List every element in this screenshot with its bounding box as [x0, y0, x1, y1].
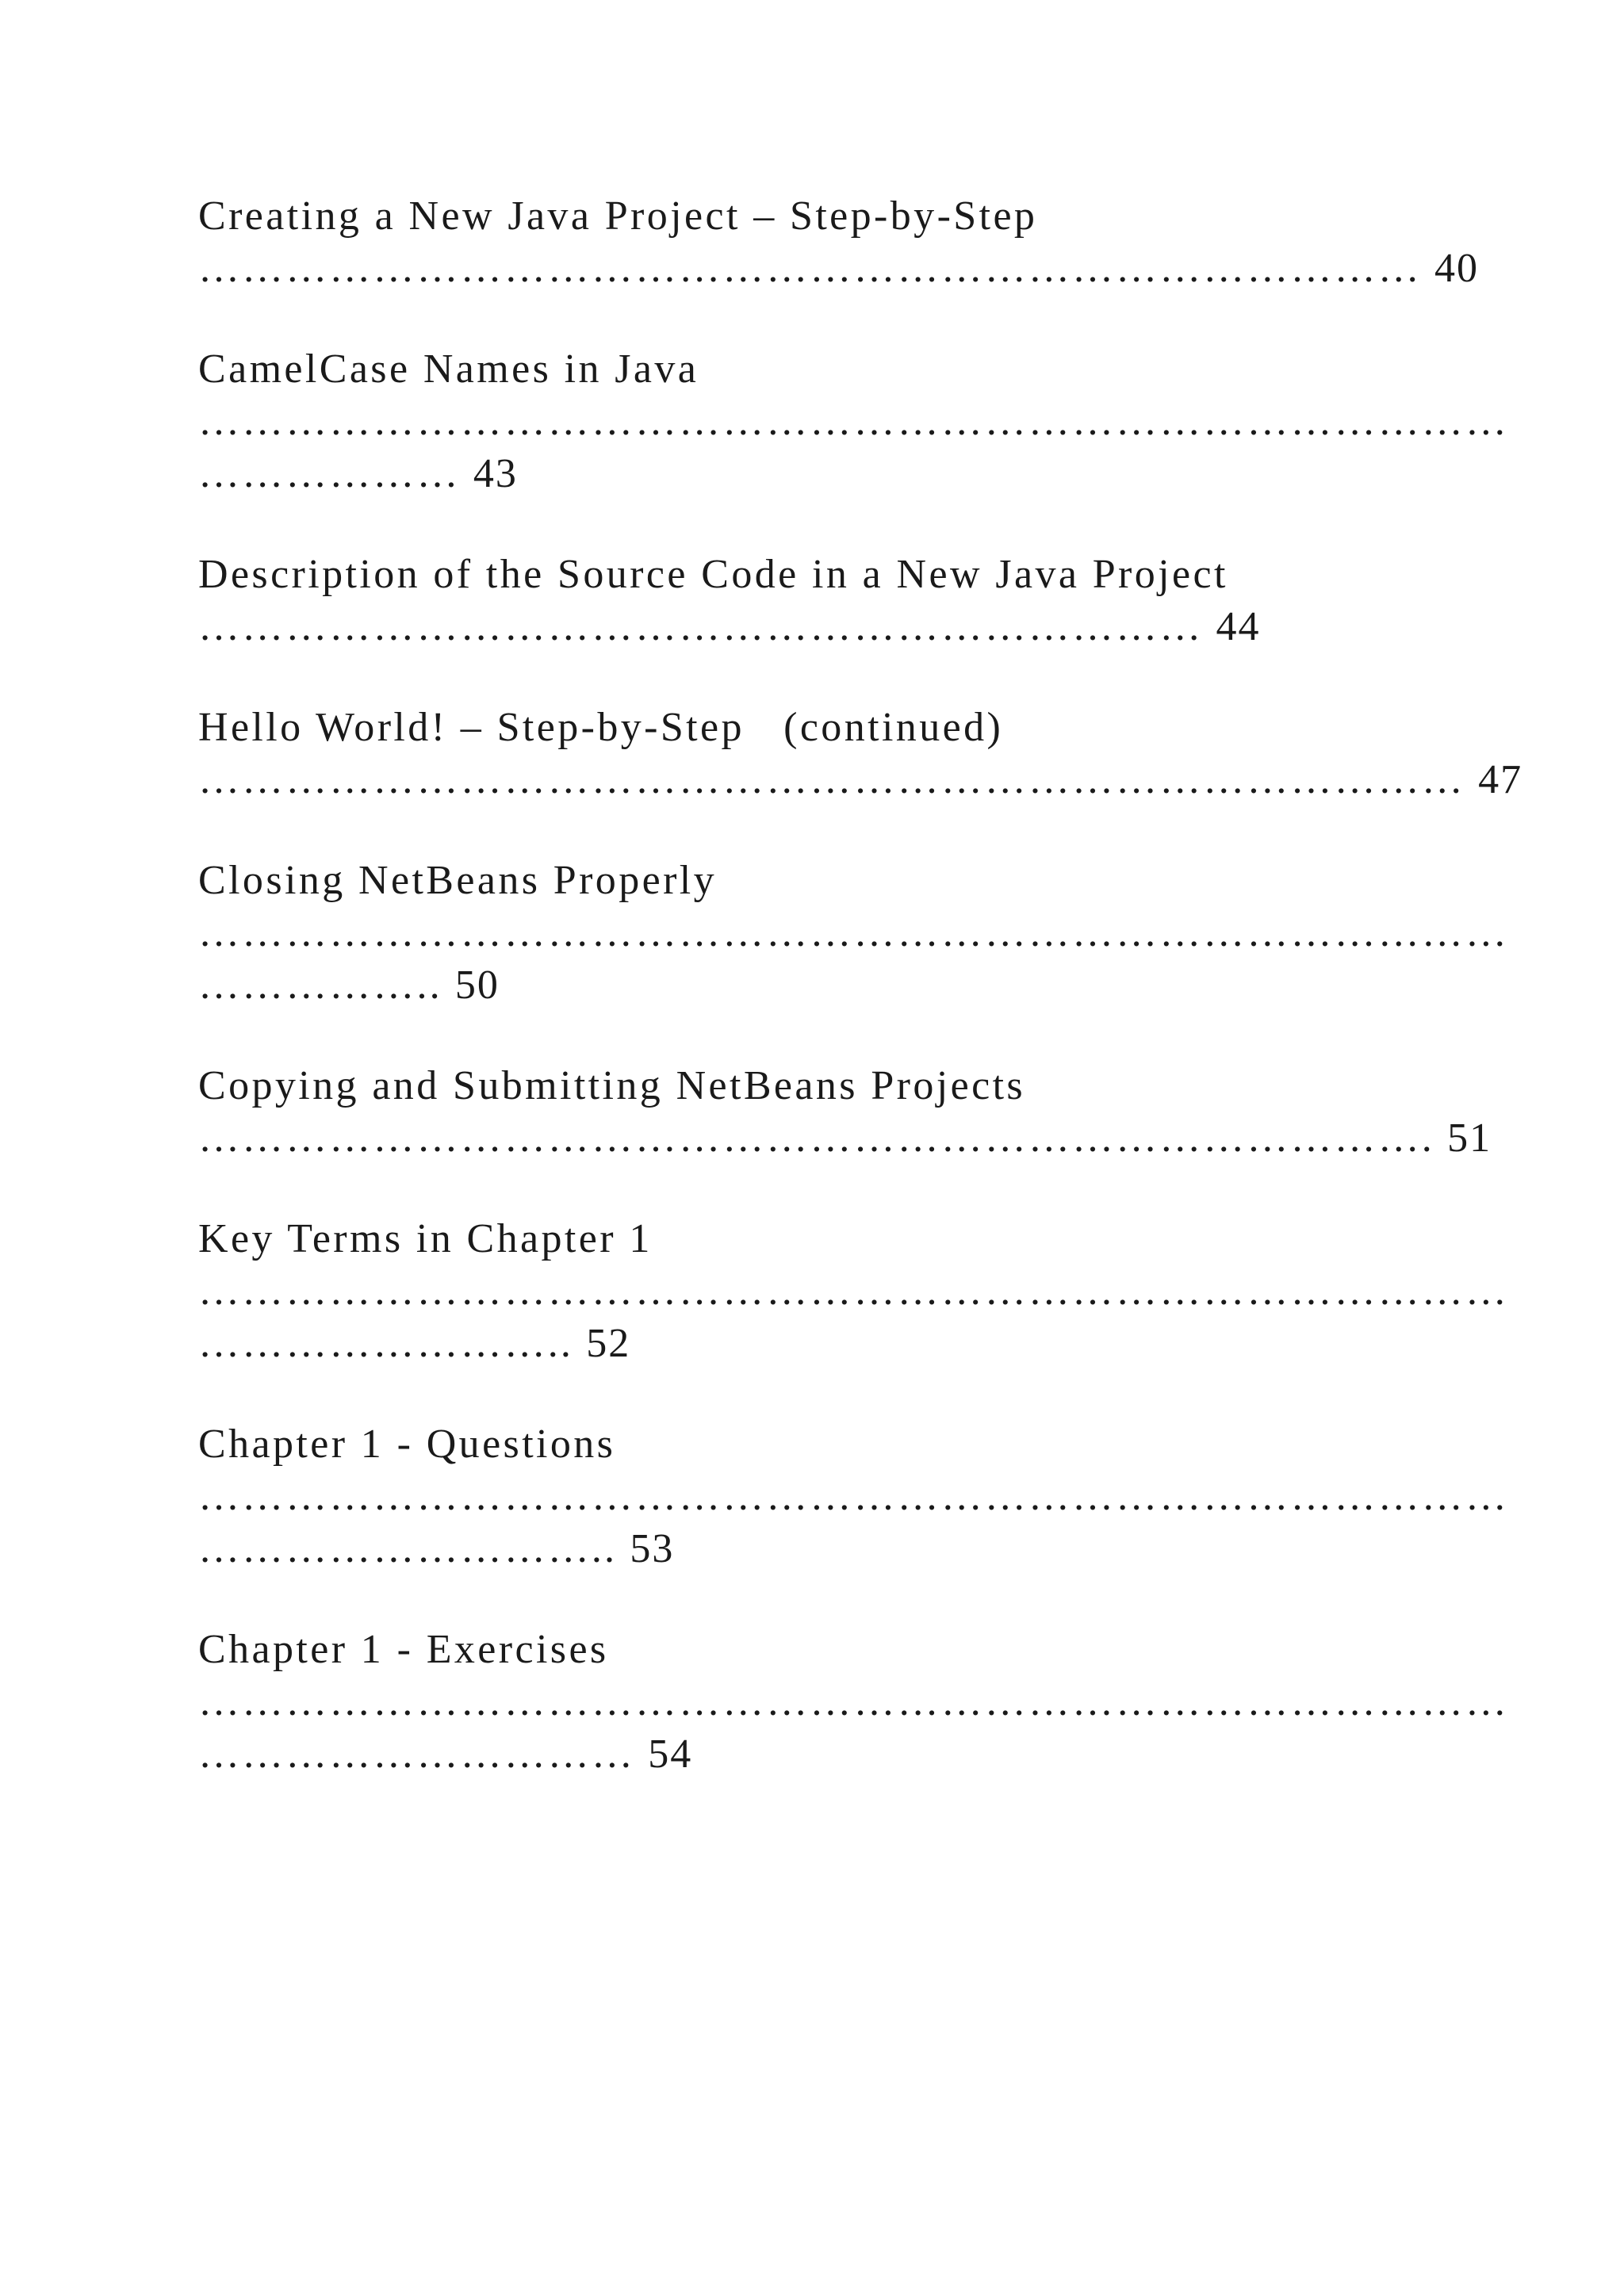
- toc-entry-dots: ………………………………………………………………………….: [198, 1115, 1434, 1161]
- toc-entry-title: Creating a New Java Project – Step-by-Step: [198, 193, 1038, 239]
- toc-entry-copying-submitting: [198, 1060, 1492, 1165]
- toc-entry-leader-line: [198, 243, 1480, 295]
- toc-entry-description-source-code: [198, 549, 1435, 653]
- toc-entry-leader-line: [198, 959, 1435, 1012]
- toc-entry-dots: …………………………: [198, 1732, 635, 1777]
- toc-entry-dots: …………………………………………………………………………: [198, 246, 1422, 291]
- toc-entry-leader-line: [198, 1523, 1435, 1575]
- toc-entry-dots: ……………………………………………………………: [198, 604, 1204, 649]
- table-of-contents: [198, 190, 1523, 1829]
- toc-entry-dots: ……………..: [198, 962, 442, 1008]
- toc-entry-title: Copying and Submitting NetBeans Projects: [198, 1063, 1026, 1108]
- toc-entry-page-number: 50: [454, 962, 500, 1008]
- toc-entry-dots: ………………………………………………………………………………: [198, 399, 1509, 444]
- toc-entry-chapter1-exercises: [198, 1624, 1509, 1781]
- toc-entry-hello-world: [198, 702, 1523, 806]
- toc-entry-key-terms: [198, 1213, 1509, 1370]
- toc-entry-page-number: 52: [586, 1321, 631, 1366]
- toc-entry-closing-netbeans: [198, 855, 1509, 1012]
- toc-entry-title: CamelCase Names in Java: [198, 346, 699, 392]
- toc-entry-dots: ………………………………………………………………………………: [198, 1474, 1509, 1519]
- toc-entry-title: Closing NetBeans Properly: [198, 858, 718, 903]
- toc-entry-dots: ………………………………………………………………………………: [198, 910, 1509, 955]
- toc-entry-leader-line: [198, 1112, 1492, 1165]
- toc-entry-leader-line: [198, 448, 1435, 500]
- toc-entry-page-number: 51: [1447, 1115, 1492, 1161]
- toc-entry-page-number: 43: [473, 451, 518, 496]
- toc-entry-dots: ………………………………………………………………………………: [198, 1679, 1509, 1724]
- toc-entry-title: Description of the Source Code in a New Java Project: [198, 552, 1228, 597]
- toc-entry-leader-line: [198, 601, 1435, 653]
- toc-entry-dots: ………………………..: [198, 1526, 618, 1571]
- toc-entry-leader-line: [198, 1318, 1435, 1370]
- toc-entry-dots: ……………………..: [198, 1321, 573, 1366]
- toc-entry-dots: ………………: [198, 451, 461, 496]
- toc-entry-page-number: 40: [1434, 246, 1480, 291]
- toc-entry-dots: ……………………………………………………………………………: [198, 757, 1465, 802]
- toc-entry-dots: ………………………………………………………………………………: [198, 1269, 1509, 1314]
- toc-entry-title: Chapter 1 - Exercises: [198, 1627, 609, 1672]
- toc-entry-page-number: 47: [1478, 757, 1523, 802]
- toc-entry-title: Key Terms in Chapter 1: [198, 1216, 653, 1261]
- toc-entry-page-number: 54: [648, 1732, 693, 1777]
- toc-entry-page-number: 53: [630, 1526, 675, 1571]
- toc-entry-page-number: 44: [1216, 604, 1261, 649]
- toc-entry-camelcase-names: [198, 343, 1509, 500]
- toc-entry-leader-line: [198, 754, 1523, 806]
- toc-entry-title: Chapter 1 - Questions: [198, 1422, 616, 1467]
- toc-entry-chapter1-questions: [198, 1418, 1509, 1575]
- toc-entry-leader-line: [198, 1728, 1435, 1781]
- toc-entry-creating-new-java-project: [198, 190, 1480, 295]
- toc-entry-title: Hello World! – Step-by-Step (continued): [198, 705, 1004, 750]
